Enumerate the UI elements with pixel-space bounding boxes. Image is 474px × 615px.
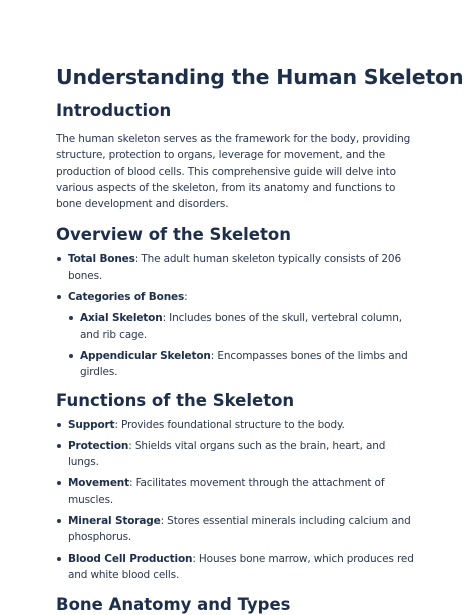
list-item-protection xyxy=(56,438,418,471)
list-item-blood-cell-production xyxy=(56,551,418,584)
list-item-categories xyxy=(56,289,418,380)
overview-heading: Overview of the Skeleton xyxy=(56,225,291,245)
list-item-text: : Provides foundational structure to the body. xyxy=(114,418,345,431)
list-item-text: : Shields vital organs such as the brain, heart, and lungs. xyxy=(68,439,386,469)
functions-heading: Functions of the Skeleton xyxy=(56,390,295,410)
list-item-text: : Stores essential minerals including calcium and phosphorus. xyxy=(68,515,411,544)
list-item-support xyxy=(56,417,418,433)
page-title: Understanding the Human Skeleton xyxy=(56,65,464,89)
functions-list xyxy=(56,417,418,584)
list-item-term: Movement xyxy=(68,477,129,490)
list-item-term: Categories of Bones xyxy=(68,291,185,304)
list-item-text: : Houses bone marrow, which produces red and white blood cells. xyxy=(68,552,414,581)
categories-sublist xyxy=(68,310,418,380)
sublist-item-appendicular xyxy=(68,348,418,381)
list-item-text: : Includes bones of the skull, vertebral column, and rib cage. xyxy=(80,312,402,341)
list-item-term: Blood Cell Production xyxy=(68,552,193,565)
overview-list xyxy=(56,251,418,380)
list-item-mineral-storage xyxy=(56,513,418,546)
list-item-term: Support xyxy=(68,418,115,431)
list-item-term: Appendicular Skeleton xyxy=(80,349,211,362)
sublist-item-axial xyxy=(68,310,418,343)
list-item-term: Total Bones xyxy=(68,253,135,266)
list-item-text: : Facilitates movement through the attachment of muscles. xyxy=(68,477,385,506)
list-item-term: Axial Skeleton xyxy=(80,312,163,325)
list-item-total-bones xyxy=(56,251,418,284)
intro-heading: Introduction xyxy=(56,101,172,120)
list-item-term: Mineral Storage xyxy=(68,515,161,528)
list-item-text: : Encompasses bones of the limbs and girdles. xyxy=(80,349,408,379)
anatomy-heading: Bone Anatomy and Types xyxy=(56,595,291,615)
list-item-text: : The adult human skeleton typically consists of 206 bones. xyxy=(68,253,401,282)
list-item-text: : xyxy=(184,291,188,304)
list-item-movement xyxy=(56,475,418,508)
list-item-term: Protection xyxy=(68,439,129,452)
intro-paragraph: The human skeleton serves as the framework for the body, providing structure, protection to organs, leverage for movement, and the production of blood cells. This comprehensive guide will delve into various aspects of the skeleton, from its anatomy and functions to bone development and disorders. xyxy=(56,133,411,211)
